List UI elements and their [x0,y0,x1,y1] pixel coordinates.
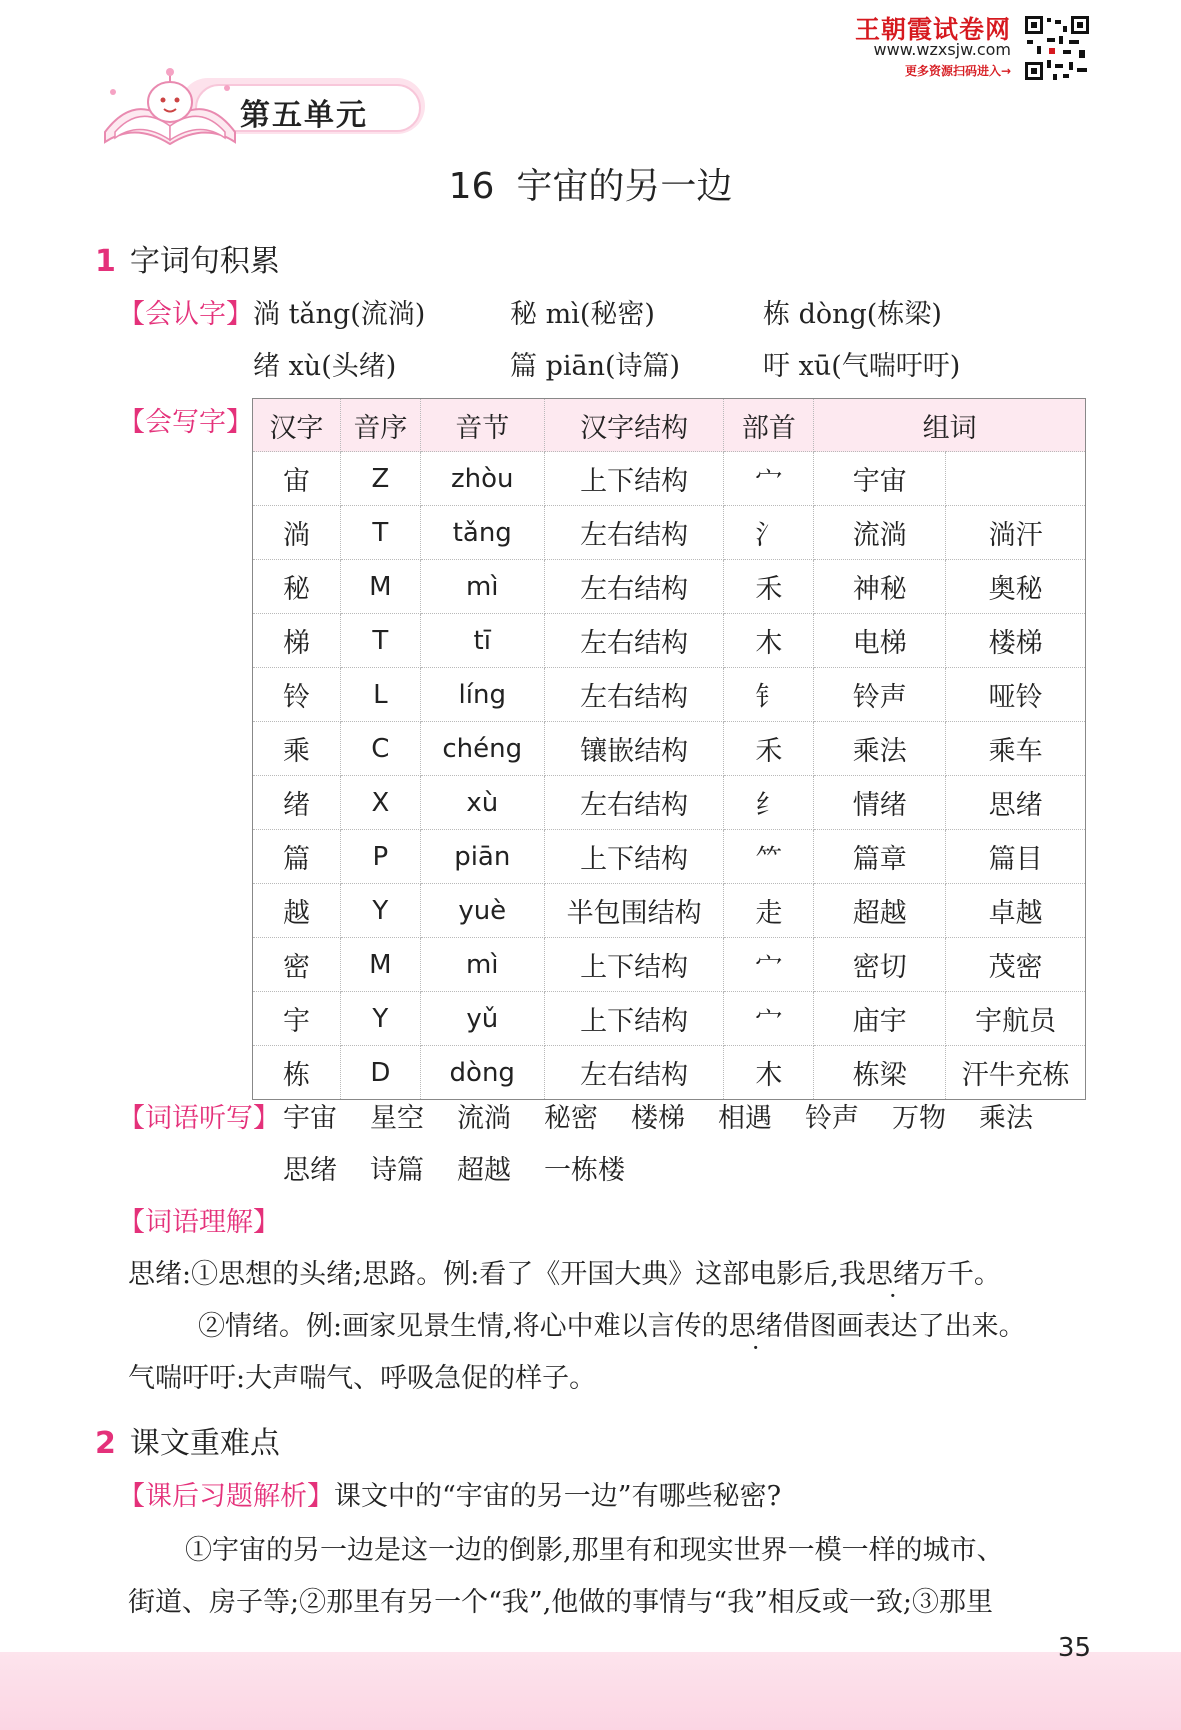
dictation-word: 乘法 [979,1103,1033,1134]
table-row [253,884,1086,938]
cell-structure: 左右结构 [544,614,724,668]
recognize-item: 吁 xū(气喘吁吁) [763,351,961,382]
table-row [253,1046,1086,1100]
cell-word-2: 汗牛充栋 [946,1046,1086,1100]
page-number: 35 [1057,1633,1091,1663]
section-1-number: 1 [95,244,116,279]
cell-word-1: 流淌 [814,506,946,560]
cell-radical: ⺮ [724,830,814,884]
cell-radical: 走 [724,884,814,938]
table-row [253,830,1086,884]
section-2-heading [95,1418,280,1462]
understanding-text: 借图画表达了出来。 [782,1311,1026,1342]
header-character: 汉字 [253,399,341,452]
cell-initial: L [340,668,420,722]
cell-word-2: 茂密 [946,938,1086,992]
cell-initial: X [340,776,420,830]
cell-syllable: chéng [420,722,544,776]
cell-word-2: 楼梯 [946,614,1086,668]
cell-syllable: tǎng [420,506,544,560]
exercise-answer-1: ①宇宙的另一边是这一边的倒影,那里有和现实世界一模一样的城市、 [185,1535,1004,1566]
dictation-word: 铃声 [805,1103,859,1134]
cell-initial: M [340,560,420,614]
cell-word-2: 哑铃 [946,668,1086,722]
cell-word-1: 情绪 [814,776,946,830]
cell-structure: 上下结构 [544,452,724,506]
table-row [253,452,1086,506]
cell-word-1: 电梯 [814,614,946,668]
header-words: 组词 [814,399,1086,452]
section-2-title: 课文重难点 [129,1426,280,1461]
cell-word-2 [946,452,1086,506]
recognize-item: 淌 tǎng(流淌) [253,299,426,330]
dictation-tag: 【词语听写】 [118,1103,280,1134]
recognize-tag: 【会认字】 [118,299,253,330]
understanding-text: 万千。 [919,1259,1001,1290]
footer-band [0,1652,1181,1730]
understanding-line-2 [198,1304,1026,1343]
cell-syllable: líng [420,668,544,722]
section-2-number: 2 [95,1426,116,1461]
cell-structure: 上下结构 [544,830,724,884]
cell-syllable: piān [420,830,544,884]
table-row [253,614,1086,668]
cell-word-2: 淌汗 [946,506,1086,560]
cell-character: 栋 [253,1046,341,1100]
cell-syllable: xù [420,776,544,830]
dictation-word: 相遇 [718,1103,772,1134]
cell-character: 宇 [253,992,341,1046]
cell-initial: Z [340,452,420,506]
watermark-tip: 更多资源扫码进入→ [904,64,1011,78]
exercise-question: 课文中的“宇宙的另一边”有哪些秘密? [334,1481,782,1512]
understanding-text: ②情绪。例:画家见景生情,将心中难以言传的 [198,1311,729,1342]
section-1-title: 字词句积累 [129,244,280,279]
cell-word-2: 宇航员 [946,992,1086,1046]
lesson-title [0,158,1181,209]
dictation-word: 思绪 [283,1155,337,1186]
unit-banner [95,62,435,152]
dictation-word: 星空 [370,1103,424,1134]
cell-initial: Y [340,992,420,1046]
cell-initial: T [340,614,420,668]
cell-word-1: 乘法 [814,722,946,776]
cell-syllable: dòng [420,1046,544,1100]
cell-word-1: 篇章 [814,830,946,884]
header-radical: 部首 [724,399,814,452]
cell-character: 淌 [253,506,341,560]
lesson-number: 16 [448,166,495,207]
cell-character: 密 [253,938,341,992]
cell-syllable: yuè [420,884,544,938]
cell-structure: 左右结构 [544,776,724,830]
cell-syllable: yǔ [420,992,544,1046]
cell-radical: 纟 [724,776,814,830]
recognize-item: 绪 xù(头绪) [253,351,397,382]
cell-radical: 钅 [724,668,814,722]
cell-word-1: 栋梁 [814,1046,946,1100]
cell-character: 乘 [253,722,341,776]
watermark-url[interactable]: www.wzxsjw.com [873,40,1011,59]
cell-word-1: 超越 [814,884,946,938]
recognize-item: 秘 mì(秘密) [510,299,655,330]
unit-title: 第五单元 [240,98,368,133]
cell-character: 宙 [253,452,341,506]
write-characters-table [252,398,1086,1100]
cell-character: 梯 [253,614,341,668]
cell-radical: 宀 [724,452,814,506]
table-row [253,506,1086,560]
understanding-line-1 [128,1252,1001,1291]
understanding-tag: 【词语理解】 [118,1207,280,1238]
write-tag: 【会写字】 [118,407,253,438]
lesson-name: 宇宙的另一边 [516,166,733,207]
cell-radical: 宀 [724,938,814,992]
exercise-tag: 【课后习题解析】 [118,1481,334,1512]
cell-word-2: 篇目 [946,830,1086,884]
table-row [253,776,1086,830]
cell-character: 篇 [253,830,341,884]
cell-radical: 木 [724,1046,814,1100]
cell-structure: 左右结构 [544,560,724,614]
dictation-word: 秘密 [544,1103,598,1134]
cell-character: 绪 [253,776,341,830]
cell-radical: 禾 [724,560,814,614]
cell-syllable: mì [420,938,544,992]
cell-structure: 上下结构 [544,992,724,1046]
cell-character: 越 [253,884,341,938]
emphasized-word: 思绪 [865,1259,920,1290]
cell-structure: 左右结构 [544,1046,724,1100]
cell-initial: Y [340,884,420,938]
cell-structure: 半包围结构 [544,884,724,938]
cell-initial: P [340,830,420,884]
table-row [253,938,1086,992]
table-header-row [253,399,1086,452]
cell-initial: D [340,1046,420,1100]
cell-structure: 左右结构 [544,668,724,722]
cell-word-1: 宇宙 [814,452,946,506]
cell-syllable: mì [420,560,544,614]
dictation-word: 一栋楼 [544,1155,625,1186]
cell-radical: 禾 [724,722,814,776]
cell-syllable: tī [420,614,544,668]
cell-structure: 左右结构 [544,506,724,560]
understanding-text: 思绪:①思想的头绪;思路。例:看了《开国大典》这部电影后,我 [128,1259,866,1290]
dictation-word: 诗篇 [370,1155,424,1186]
cell-syllable: zhòu [420,452,544,506]
cell-radical: 木 [724,614,814,668]
exercise-line [118,1474,781,1513]
cell-word-2: 乘车 [946,722,1086,776]
dictation-word: 流淌 [457,1103,511,1134]
header-structure: 汉字结构 [544,399,724,452]
dictation-word: 楼梯 [631,1103,685,1134]
table-row [253,560,1086,614]
cell-word-1: 密切 [814,938,946,992]
cell-structure: 镶嵌结构 [544,722,724,776]
dictation-word: 超越 [457,1155,511,1186]
dictation-word: 宇宙 [283,1103,337,1134]
recognize-item: 篇 piān(诗篇) [510,351,681,382]
cell-word-1: 神秘 [814,560,946,614]
cell-initial: C [340,722,420,776]
section-1-heading [95,236,280,280]
cell-structure: 上下结构 [544,938,724,992]
cell-initial: T [340,506,420,560]
cell-word-2: 奥秘 [946,560,1086,614]
recognize-item: 栋 dòng(栋梁) [763,299,942,330]
header-syllable: 音节 [420,399,544,452]
table-row [253,992,1086,1046]
cell-word-2: 卓越 [946,884,1086,938]
cell-initial: M [340,938,420,992]
qr-code-icon[interactable] [1023,14,1091,82]
book-mascot-icon [95,62,245,152]
cell-word-1: 铃声 [814,668,946,722]
dictation-word: 万物 [892,1103,946,1134]
cell-radical: 氵 [724,506,814,560]
exercise-answer-2: 街道、房子等;②那里有另一个“我”,他做的事情与“我”相反或一致;③那里 [128,1587,993,1618]
watermark [841,8,1091,83]
watermark-brand: 王朝霞试卷网 [854,15,1011,44]
understanding-line-3: 气喘吁吁:大声喘气、呼吸急促的样子。 [128,1363,597,1394]
table-row [253,722,1086,776]
cell-word-2: 思绪 [946,776,1086,830]
emphasized-word: 思绪 [728,1311,783,1342]
cell-word-1: 庙宇 [814,992,946,1046]
cell-radical: 宀 [724,992,814,1046]
header-initial: 音序 [340,399,420,452]
table-row [253,668,1086,722]
cell-character: 秘 [253,560,341,614]
cell-character: 铃 [253,668,341,722]
